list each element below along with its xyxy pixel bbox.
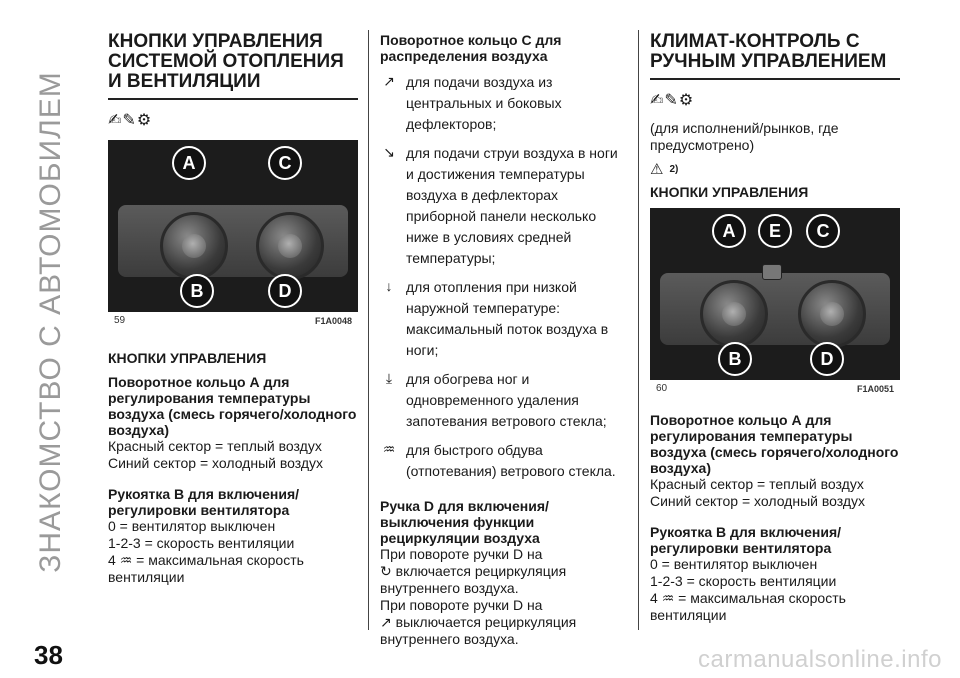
mode-item: ♒ для быстрого обдува (отпотевания) ветрового стекла. — [380, 440, 625, 482]
section-heading: КНОПКИ УПРАВЛЕНИЯ СИСТЕМОЙ ОТОПЛЕНИЯ И ВЕНТИЛЯЦИИ — [108, 32, 358, 100]
label-e: E — [758, 214, 792, 248]
column-air-distribution — [380, 32, 625, 648]
fan-max-text: 4 ♒ = максимальная скорость вентиляции — [108, 552, 304, 585]
column-climate-control — [650, 32, 900, 624]
red-sector-text: Красный сектор = теплый воздух — [650, 476, 864, 492]
fresh-air-icon: ↗ — [380, 614, 392, 630]
fan-off-text: 0 = вентилятор выключен — [108, 518, 276, 534]
figure-code: F1A0051 — [856, 384, 894, 394]
figure-code: F1A0048 — [314, 316, 352, 326]
mode-item: ↓ для отопления при низкой наружной температуре: максимальный поток воздуха в ноги; — [380, 277, 625, 361]
knob-c-title: Поворотное кольцо С для распределения воздуха — [380, 32, 562, 64]
knob-d-title: Ручка D для включения/выключения функции рециркуляции воздуха — [380, 498, 549, 546]
knob-b-title: Рукоятка B для включения/регулировки вентилятора — [650, 524, 841, 556]
fan-speed-text: 1-2-3 = скорость вентиляции — [108, 535, 295, 551]
section-heading: КЛИМАТ-КОНТРОЛЬ С РУЧНЫМ УПРАВЛЕНИЕМ — [650, 32, 900, 80]
figure-60 — [650, 208, 900, 398]
knob-a-title: Поворотное кольцо А для регулирования температуры воздуха (смесь горячего/холодного воздуха) — [108, 374, 357, 438]
face-vent-icon: ↗ — [383, 73, 395, 89]
knob-b-title: Рукоятка B для включения/регулировки вентилятора — [108, 486, 299, 518]
red-sector-text: Красный сектор = теплый воздух — [108, 438, 322, 454]
label-d: D — [810, 342, 844, 376]
recirc-off-text: При повороте ручки D на ↗ выключается рециркуляция внутреннего воздуха. — [380, 597, 577, 647]
ac-button — [762, 264, 782, 280]
column-divider — [638, 30, 639, 630]
blue-sector-text: Синий сектор = холодный воздух — [650, 493, 866, 509]
column-divider — [368, 30, 369, 630]
label-b: B — [180, 274, 214, 308]
face-feet-icon: ↘ — [383, 144, 395, 160]
defrost-icon: ♒ — [661, 590, 675, 606]
mode-item: ↘ для подачи струи воздуха в ноги и достижения температуры воздуха в дефлекторах приборной панели несколько ниже в условиях средней температуры; — [380, 143, 625, 269]
recirc-on-text: При повороте ручки D на ↻ включается рециркуляция внутреннего воздуха. — [380, 546, 567, 596]
figure-59 — [108, 140, 358, 330]
blue-sector-text: Синий сектор = холодный воздух — [108, 455, 324, 471]
feet-icon: ↓ — [385, 278, 393, 294]
defrost-icon: ♒ — [119, 552, 133, 568]
fan-off-text: 0 = вентилятор выключен — [650, 556, 818, 572]
figure-number: 59 — [114, 315, 126, 326]
warning-icon: ⚠ — [650, 161, 664, 178]
defrost-icon: ♒ — [382, 441, 396, 457]
knob-c — [256, 212, 324, 280]
feet-defrost-icon: ⤓ — [385, 370, 393, 386]
knob-a-title: Поворотное кольцо А для регулирования температуры воздуха (смесь горячего/холодного воздуха) — [650, 412, 899, 476]
variant-icons: ✍✎⚙ — [650, 92, 695, 109]
mode-item: ↗ для подачи воздуха из центральных и боковых дефлекторов; — [380, 72, 625, 135]
subheading: КНОПКИ УПРАВЛЕНИЯ — [650, 184, 809, 200]
subheading: КНОПКИ УПРАВЛЕНИЯ — [108, 350, 267, 366]
knob-a — [700, 280, 768, 348]
knob-c — [798, 280, 866, 348]
availability-note: (для исполнений/рынков, где предусмотрено) — [650, 120, 839, 153]
fan-max-text: 4 ♒ = максимальная скорость вентиляции — [650, 590, 846, 623]
figure-number: 60 — [656, 383, 668, 394]
section-side-title: ЗНАКОМСТВО С АВТОМОБИЛЕМ — [34, 71, 67, 573]
knob-a — [160, 212, 228, 280]
recirc-icon: ↻ — [380, 563, 392, 579]
warning-reference: ⚠ 2) — [650, 161, 679, 178]
mode-item: ⤓ для обогрева ног и одновременного удаления запотевания ветрового стекла; — [380, 369, 625, 432]
label-a: A — [712, 214, 746, 248]
label-c: C — [806, 214, 840, 248]
label-a: A — [172, 146, 206, 180]
page-number: 38 — [34, 640, 63, 670]
fan-speed-text: 1-2-3 = скорость вентиляции — [650, 573, 837, 589]
watermark: carmanualsonline.info — [698, 646, 942, 673]
label-b: B — [718, 342, 752, 376]
label-c: C — [268, 146, 302, 180]
column-heating-ventilation — [108, 32, 358, 586]
label-d: D — [268, 274, 302, 308]
variant-icons: ✍✎⚙ — [108, 112, 153, 129]
